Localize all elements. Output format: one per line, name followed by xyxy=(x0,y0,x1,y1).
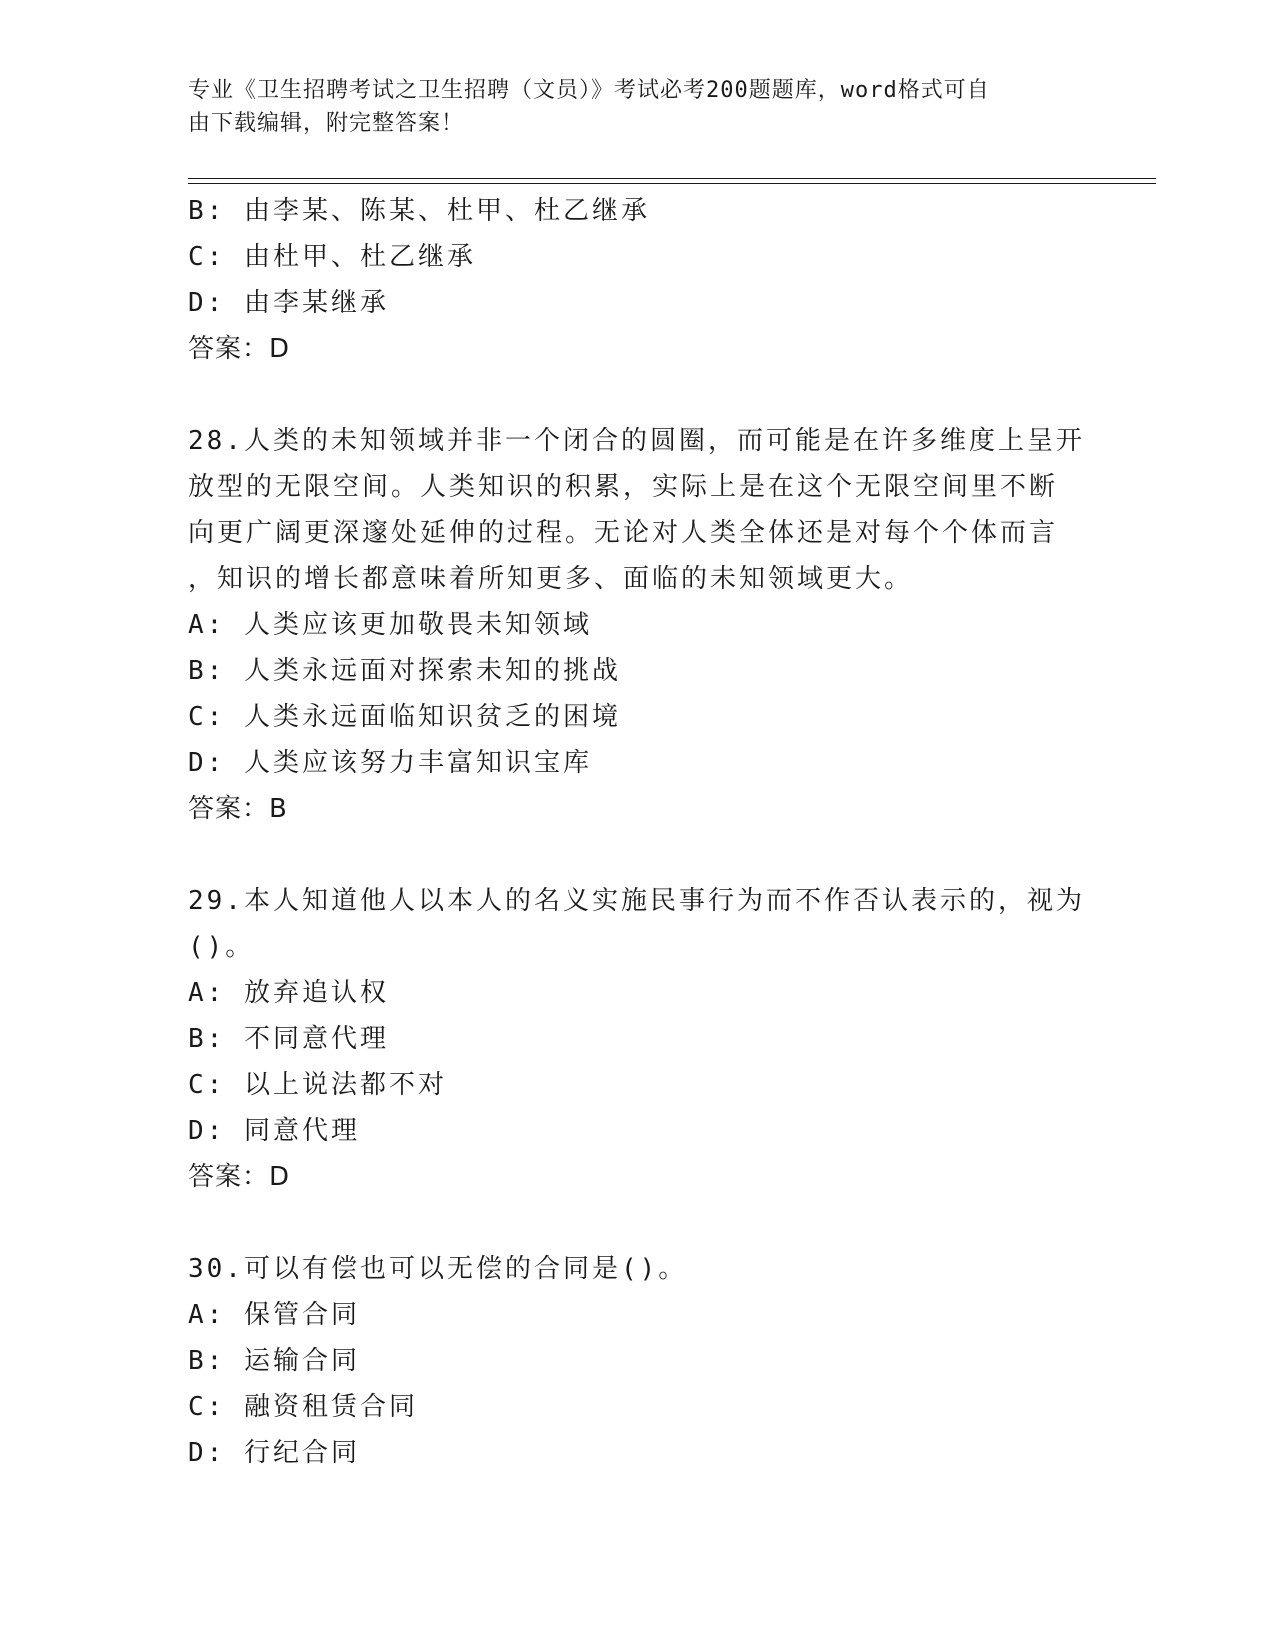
q28-stem-line-1: 28.人类的未知领域并非一个闭合的圆圈，而可能是在许多维度上呈开 xyxy=(188,426,1085,456)
q28-stem-line-2: 放型的无限空间。人类知识的积累，实际上是在这个无限空间里不断 xyxy=(188,472,1059,502)
q29-option-b: B: 不同意代理 xyxy=(188,1024,389,1054)
header-rule-top xyxy=(188,178,1156,179)
q29-option-a: A: 放弃追认权 xyxy=(188,978,389,1008)
q29-option-d: D: 同意代理 xyxy=(188,1116,360,1146)
question-27 xyxy=(188,188,1088,372)
document-header xyxy=(188,74,1088,140)
header-line-2: 由下载编辑，附完整答案！ xyxy=(188,111,465,136)
q28-stem-line-4: ，知识的增长都意味着所知更多、面临的未知领域更大。 xyxy=(188,564,914,594)
spacer xyxy=(188,1200,1088,1246)
header-rule-bottom xyxy=(188,183,1156,184)
q28-option-c: C: 人类永远面临知识贫乏的困境 xyxy=(188,702,621,732)
q30-option-c: C: 融资租赁合同 xyxy=(188,1392,418,1422)
q30-option-b: B: 运输合同 xyxy=(188,1346,360,1376)
q30-option-a: A: 保管合同 xyxy=(188,1300,360,1330)
q27-option-d: D: 由李某继承 xyxy=(188,288,389,318)
header-line-1: 专业《卫生招聘考试之卫生招聘（文员）》考试必考200题题库，word格式可自 xyxy=(188,78,990,103)
q30-option-d: D: 行纪合同 xyxy=(188,1438,360,1468)
q30-stem-line-1: 30.可以有偿也可以无偿的合同是()。 xyxy=(188,1254,688,1284)
q29-answer: 答案：D xyxy=(188,1162,291,1192)
q29-stem-line-1: 29.本人知道他人以本人的名义实施民事行为而不作否认表示的，视为 xyxy=(188,886,1085,916)
q27-option-b: B: 由李某、陈某、杜甲、杜乙继承 xyxy=(188,196,650,226)
q28-option-d: D: 人类应该努力丰富知识宝库 xyxy=(188,748,592,778)
q29-stem-line-2: ()。 xyxy=(188,932,255,962)
spacer xyxy=(188,372,1088,418)
spacer xyxy=(188,832,1088,878)
q27-option-c: C: 由杜甲、杜乙继承 xyxy=(188,242,476,272)
q28-option-a: A: 人类应该更加敬畏未知领域 xyxy=(188,610,592,640)
question-content xyxy=(188,188,1088,1476)
q28-option-b: B: 人类永远面对探索未知的挑战 xyxy=(188,656,621,686)
question-28 xyxy=(188,418,1088,832)
q27-answer: 答案：D xyxy=(188,334,291,364)
question-29 xyxy=(188,878,1088,1200)
q28-stem-line-3: 向更广阔更深邃处延伸的过程。无论对人类全体还是对每个个体而言 xyxy=(188,518,1059,548)
q28-answer: 答案：B xyxy=(188,794,288,824)
q29-option-c: C: 以上说法都不对 xyxy=(188,1070,447,1100)
question-30 xyxy=(188,1246,1088,1476)
